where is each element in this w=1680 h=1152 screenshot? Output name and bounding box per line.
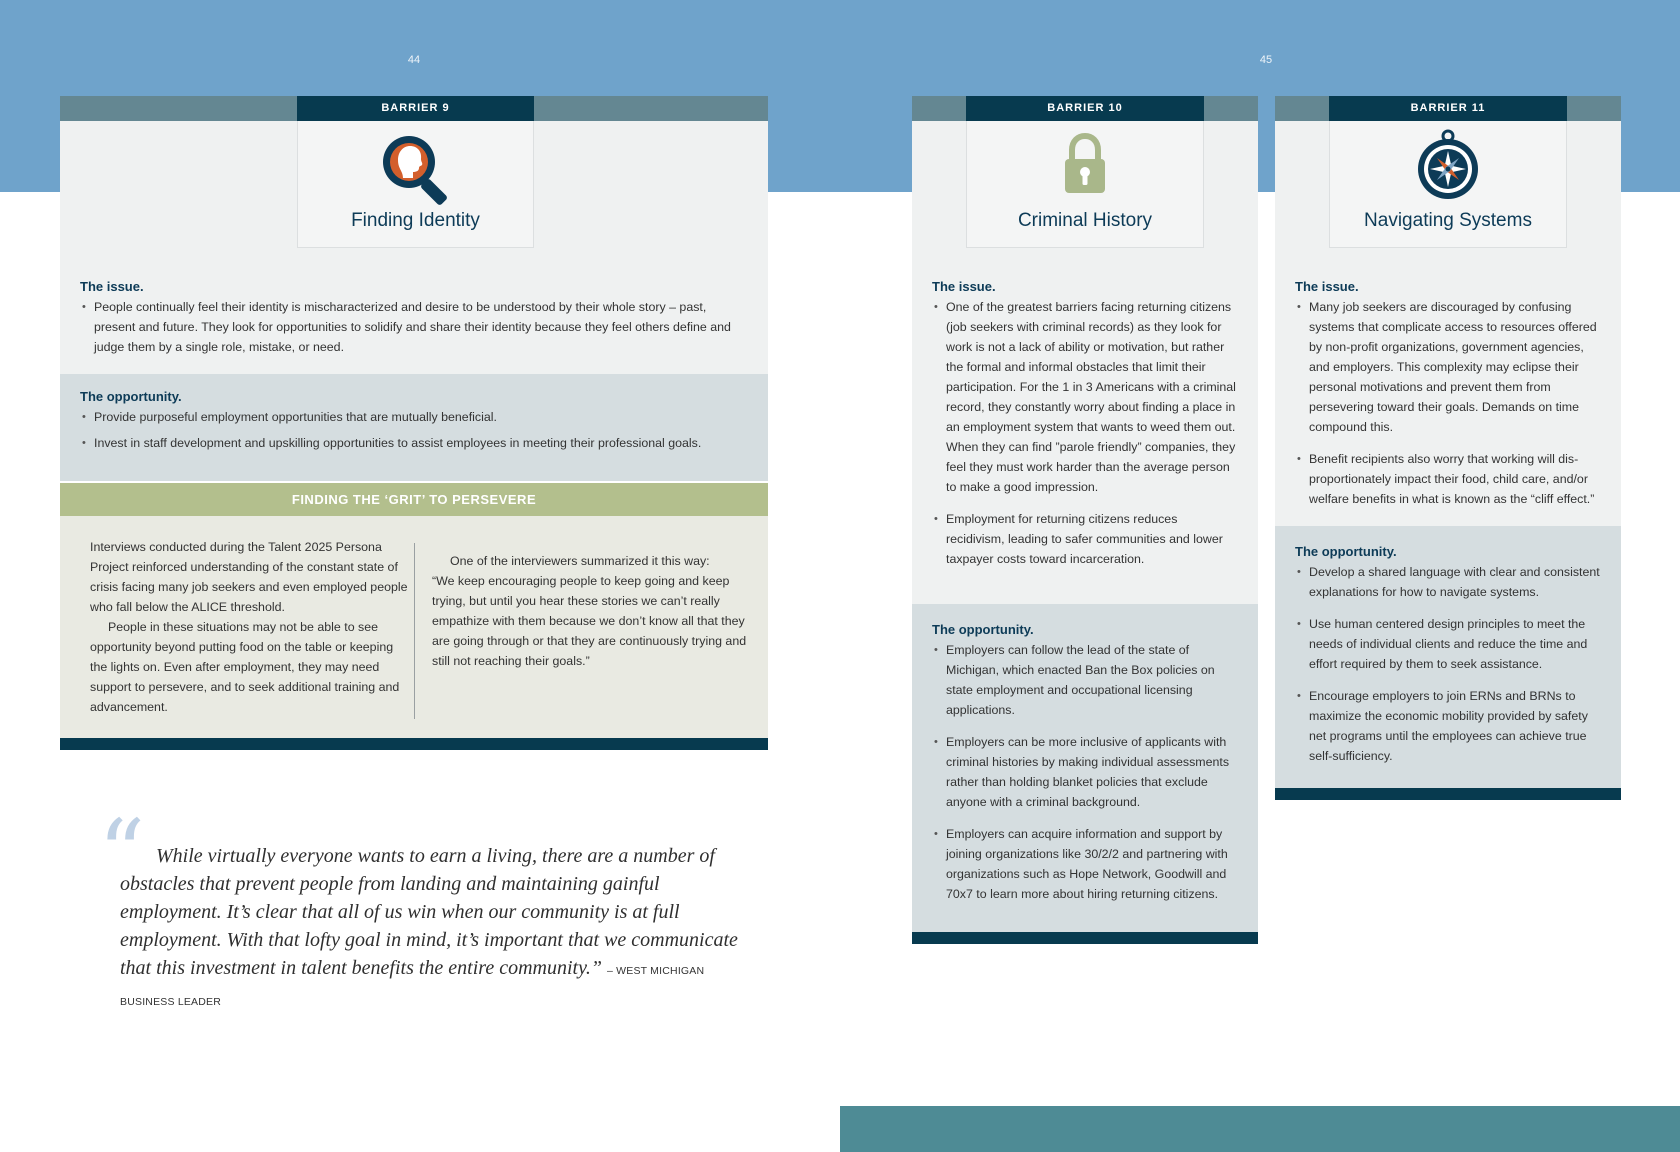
issue-heading: The issue. (80, 279, 144, 294)
barrier-title: Criminal History (1017, 210, 1153, 231)
barrier-tab: BARRIER 10 (966, 96, 1204, 121)
card-footer-bar (912, 932, 1258, 944)
grit-box (60, 516, 768, 738)
issue-list (1295, 297, 1601, 509)
quote-attribution: – WEST MICHIGAN BUSINESS LEADER (120, 965, 705, 1008)
list-item: • Employment for returning citizens reduces recidivism, leading to safer communities and lower taxpayer costs toward incarceration. (932, 509, 1238, 569)
card-footer-bar (60, 738, 768, 750)
barrier-title-box (297, 121, 534, 248)
issue-section (912, 279, 1258, 569)
opportunity-heading: The opportunity. (932, 622, 1034, 637)
barrier-tab: BARRIER 11 (1329, 96, 1567, 121)
list-item: • People continually feel their identity is mischaracterized and desire to be understood by their whole story – past, present and future. They look for opportunities to solidify and share their identity because they feel others define and judge them by a single role, mistake, or need. (80, 297, 748, 357)
barrier-10-card (912, 96, 1258, 944)
list-item: • Many job seekers are discouraged by confusing systems that complicate access to resources offered by non-profit organizations, government agencies, and employers. This complexity may eclipse their personal motivations and prevent them from persevering toward their goals. Demands on time compound this. (1295, 297, 1601, 437)
list-item: • Encourage employers to join ERNs and BRNs to maximize the economic mobility provided by safety net programs until the employees can achieve true self-sufficiency. (1295, 686, 1601, 766)
list-item: • Use human centered design principles to meet the needs of individual clients and reduce the time and effort required by them to seek assistance. (1295, 614, 1601, 674)
issue-section (60, 279, 768, 357)
pull-quote (120, 842, 740, 1016)
grit-heading: FINDING THE ‘GRIT’ TO PERSEVERE (60, 483, 768, 516)
barrier-9-card (60, 96, 768, 750)
page-number-left: 44 (407, 54, 421, 66)
issue-list (932, 297, 1238, 569)
pull-quote-text: While virtually everyone wants to earn a living, there are a number of obstacles that prevent people from landing and maintaining gainful employment. It’s clear that all of us win when our community is at full employment. With that lofty goal in mind, it’s important that we communicate that this investment in talent benefits the entire community.” (120, 845, 738, 979)
list-item: • One of the greatest barriers facing returning citizens (job seekers with criminal records) as they look for work is not a lack of ability or motivation, but rather the formal and informal obstacles that limit their participation. For the 1 in 3 Americans with a criminal record, they constantly worry about finding a place in an employment system that wants to weed them out. When they can find ”parole friendly” companies, they feel they must work harder than the average person to make a good impression. (932, 297, 1238, 497)
opportunity-heading: The opportunity. (1295, 544, 1397, 559)
grit-divider (414, 543, 415, 719)
grit-paragraph: “We keep encouraging people to keep going and keep trying, but until you hear these stories we can’t really empathize with them because we don’t know all that they are going through or that they are continuously trying and still not reaching their goals.” (432, 574, 747, 668)
list-item: • Employers can be more inclusive of applicants with criminal histories by making individual assessments rather than holding blanket policies that exclude anyone with a criminal background. (932, 732, 1238, 812)
barrier-tab: BARRIER 9 (297, 96, 534, 121)
opportunity-list (932, 640, 1238, 904)
barrier-title-box (966, 121, 1204, 248)
grit-paragraph: One of the interviewers summarized it this way: (450, 554, 710, 568)
list-item: • Employers can acquire information and support by joining organizations like 30/2/2 and partnering with organizations such as Hope Network, Goodwill and 70x7 to learn more about hiring returning citizens. (932, 824, 1238, 904)
quote-mark-icon: “ (98, 800, 146, 907)
opportunity-heading: The opportunity. (80, 389, 182, 404)
page-number-right: 45 (1259, 54, 1273, 66)
issue-heading: The issue. (1295, 279, 1359, 294)
issue-list (80, 297, 748, 357)
grit-right-column (432, 551, 748, 671)
opportunity-section (60, 374, 768, 481)
compass-icon (1415, 129, 1481, 206)
opportunity-list (80, 407, 748, 453)
opportunity-section (1275, 526, 1621, 788)
list-item: • Provide purposeful employment opportunities that are mutually beneficial. (80, 407, 748, 427)
issue-heading: The issue. (932, 279, 996, 294)
list-item: • Benefit recipients also worry that working will dis-proportionately impact their food, child care, and/or welfare benefits in what is known as the “cliff effect.” (1295, 449, 1601, 509)
barrier-11-card (1275, 96, 1621, 800)
opportunity-section (912, 604, 1258, 932)
issue-section (1275, 279, 1621, 509)
grit-paragraph: People in these situations may not be able to see opportunity beyond putting food on the table or keeping the lights on. Even after employment, they may need support to persevere, and to seek additional training and advancement. (90, 620, 400, 714)
list-item: • Develop a shared language with clear and consistent explanations for how to navigate systems. (1295, 562, 1601, 602)
list-item: • Invest in staff development and upskilling opportunities to assist employees in meeting their professional goals. (80, 433, 748, 453)
grit-paragraph: Interviews conducted during the Talent 2025 Persona Project reinforced understanding of the constant state of crisis facing many job seekers and even employed people who fall below the ALICE threshold. (90, 540, 408, 614)
magnifier-person-icon (376, 131, 456, 212)
list-item: • Employers can follow the lead of the state of Michigan, which enacted Ban the Box policies on state employment and occupational licensing applications. (932, 640, 1238, 720)
grit-left-column (90, 537, 410, 717)
barrier-title: Navigating Systems (1364, 210, 1532, 231)
opportunity-list (1295, 562, 1601, 766)
barrier-title: Finding Identity (351, 210, 480, 231)
barrier-title-box (1329, 121, 1567, 248)
page-footer-band (840, 1106, 1680, 1152)
card-footer-bar (1275, 788, 1621, 800)
padlock-icon (1063, 133, 1107, 200)
